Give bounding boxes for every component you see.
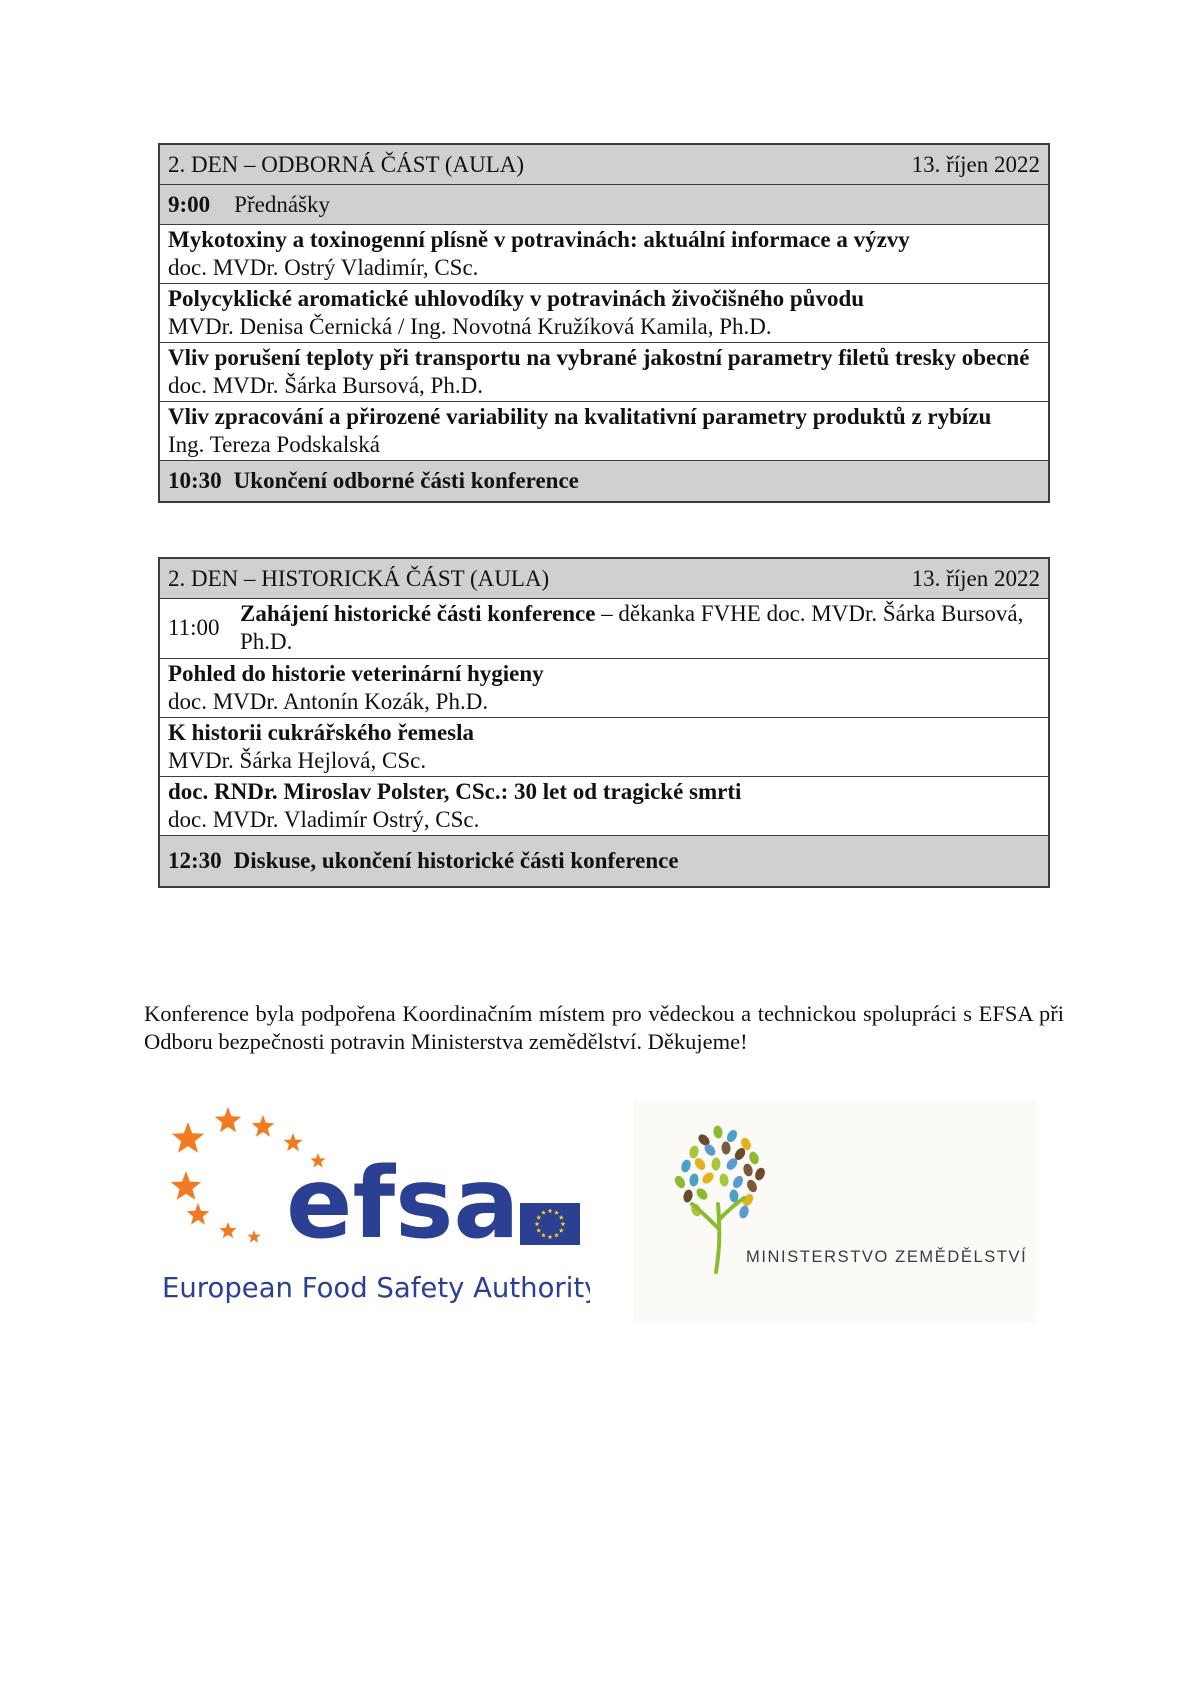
talk-item (160, 718, 1048, 777)
talk-author: MVDr. Denisa Černická / Ing. Novotná Kružíková Kamila, Ph.D. (168, 314, 772, 339)
talk-author: doc. MVDr. Ostrý Vladimír, CSc. (168, 255, 479, 280)
efsa-logo-graphic (158, 1105, 590, 1315)
tree-leaf-icon (694, 1186, 709, 1202)
tree-leaf-icon (688, 1145, 700, 1160)
section-header (160, 559, 1048, 599)
slot-time: 9:00 (168, 191, 211, 217)
slot-label: Ukončení odborné části konference (233, 468, 579, 493)
efsa-star-icon (171, 1171, 201, 1200)
program-table-historical (158, 557, 1050, 888)
tree-leaf-icon (748, 1150, 761, 1165)
talk-title: Pohled do historie veterinární hygieny (168, 661, 544, 686)
talk-title: Mykotoxiny a toxinogenní plísně v potravinách: aktuální informace a výzvy (168, 227, 910, 252)
tree-leaf-icon (719, 1173, 730, 1187)
talk-item (160, 402, 1048, 461)
section-date: 13. říjen 2022 (911, 565, 1040, 591)
talk-item (160, 659, 1048, 718)
talk-author: doc. MVDr. Vladimír Ostrý, CSc. (168, 807, 480, 832)
slot-label: Přednášky (234, 191, 330, 217)
section-header (160, 145, 1048, 185)
section-title: 2. DEN – ODBORNÁ ČÁST (AULA) (168, 151, 525, 177)
opening-slot (160, 599, 1048, 659)
program-table-professional (158, 143, 1050, 503)
tree-leaf-icon (700, 1170, 716, 1186)
ministry-tree-icon (634, 1100, 1036, 1322)
ministry-name: MINISTERSTVO ZEMĚDĚLSTVÍ (746, 1248, 1028, 1266)
talk-item (160, 225, 1048, 284)
talk-title: K historii cukrářského řemesla (168, 720, 474, 745)
talk-item (160, 284, 1048, 343)
talk-title: Vliv porušení teploty při transportu na vybrané jakostní parametry filetů tresky obecné (168, 345, 1030, 370)
tree-leaf-icon (742, 1163, 754, 1178)
opening-title: Zahájení historické části konference (240, 601, 596, 626)
talk-author: MVDr. Šárka Hejlová, CSc. (168, 748, 427, 773)
efsa-star-icon (172, 1122, 204, 1153)
opening-speaker: – děkanka FVHE doc. MVDr. Šárka Bursová, Ph.D. (240, 601, 1024, 654)
ministry-agriculture-logo (634, 1100, 1036, 1322)
slot-time: 12:30 (168, 848, 222, 873)
tree-leaf-icon (680, 1158, 693, 1173)
talk-author: doc. MVDr. Šárka Bursová, Ph.D. (168, 373, 483, 398)
section-date: 13. říjen 2022 (911, 151, 1040, 177)
tree-leaf-icon (713, 1125, 724, 1139)
efsa-wordmark: efsa (286, 1147, 520, 1261)
efsa-star-icon (252, 1115, 275, 1137)
tree-leaf-icon (745, 1178, 759, 1194)
tree-leaf-icon (682, 1189, 694, 1204)
tree-leaf-icon (689, 1173, 700, 1187)
time-slot-start (160, 185, 1048, 225)
talk-title: Vliv zpracování a přirozené variability na kvalitativní parametry produktů z rybízu (168, 404, 992, 429)
talk-item (160, 343, 1048, 402)
tree-leaf-icon (711, 1157, 720, 1170)
efsa-full-name: European Food Safety Authority (162, 1272, 590, 1304)
time-slot-end (160, 836, 1048, 886)
efsa-star-icon (247, 1230, 260, 1243)
acknowledgement-text: Konference byla podpořena Koordinačním místem pro vědeckou a technickou spolupráci s EFSA při Odboru bezpečnosti potravin Ministerstva zemědělství. Děkujeme! (144, 1001, 1064, 1054)
efsa-star-icon (219, 1222, 236, 1238)
tree-leaf-icon (673, 1174, 687, 1190)
tree-leaf-icon (738, 1204, 750, 1219)
talk-author: Ing. Tereza Podskalská (168, 432, 380, 457)
efsa-star-icon (215, 1107, 242, 1132)
slot-time: 11:00 (168, 615, 220, 640)
talk-title: Polycyklické aromatické uhlovodíky v potravinách živočišného původu (168, 286, 865, 311)
tree-leaf-icon (693, 1156, 708, 1172)
tree-leaf-icon (721, 1141, 731, 1154)
efsa-star-icon (187, 1203, 210, 1225)
slot-label: Diskuse, ukončení historické části konference (233, 848, 679, 873)
tree-leaf-icon (731, 1174, 745, 1190)
tree-leaf-icon (725, 1128, 739, 1144)
efsa-logo (158, 1105, 590, 1315)
talk-author: doc. MVDr. Antonín Kozák, Ph.D. (168, 689, 489, 714)
section-title: 2. DEN – HISTORICKÁ ČÁST (AULA) (168, 565, 550, 591)
talk-item (160, 777, 1048, 836)
opening-text (240, 600, 1040, 656)
slot-time: 10:30 (168, 468, 222, 493)
talk-title: doc. RNDr. Miroslav Polster, CSc.: 30 let od tragické smrti (168, 779, 742, 804)
tree-leaf-icon (753, 1166, 766, 1181)
time-slot-end (160, 461, 1048, 501)
